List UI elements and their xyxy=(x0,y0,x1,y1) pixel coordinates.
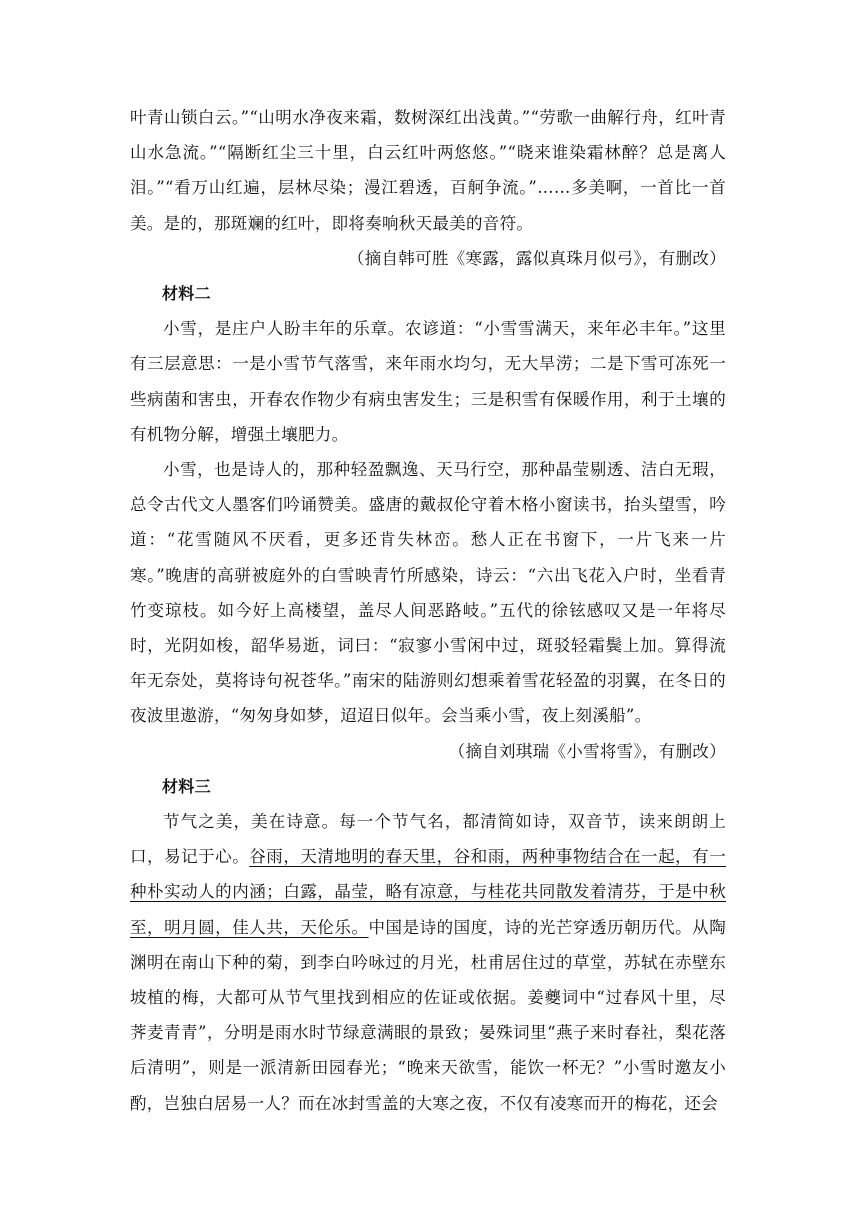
material-two-paragraph-2: 小雪，也是诗人的，那种轻盈飘逸、天马行空，那种晶莹剔透、洁白无瑕，总令古代文人墨客们吟诵赞美。盛唐的戴叔伦守着木格小窗读书，抬头望雪，吟道：“花雪随风不厌看，更多还肯失林峦。愁人正在书窗下，一片飞来一片寒。”晚唐的高骈被庭外的白雪映青竹所感染，诗云：“六出飞花入户时，坐看青竹变琼枝。如今好上高楼望，盖尽人间恶路岐。”五代的徐铉感叹又是一年将尽时，光阴如梭，韶华易逝，词曰：“寂寥小雪闲中过，斑驳轻霜鬓上加。算得流年无奈处，莫将诗句祝苍华。”南宋的陆游则幻想乘着雪花轻盈的羽翼，在冬日的夜波里遨游，“匆匆身如梦，迢迢日似年。会当乘小雪，夜上刻溪船”。 xyxy=(130,460,726,726)
material-two-source: （摘自刘琪瑞《小雪将雪》，有删改） xyxy=(448,741,726,761)
material-one-paragraph: 叶青山锁白云。”“山明水净夜来霜，数树深红出浅黄。”“劳歌一曲解行舟，红叶青山水急流。”“隔断红尘三十里，白云红叶两悠悠。”“晓来谁染霜林醉？总是离人泪。”“看万山红遍，层林尽染；漫江碧透，百舸争流。”……多美啊，一首比一首美。是的，那斑斓的红叶，即将奏响秋天最美的音符。 xyxy=(130,108,726,233)
material-one-source: （摘自韩可胜《寒露，露似真珠月似弓》，有删改） xyxy=(347,248,726,268)
material-three-heading: 材料三 xyxy=(162,776,211,796)
material-three-rest: 中国是诗的国度，诗的光芒穿透历朝历代。从陶渊明在南山下种的菊，到李白吟咏过的月光，杜甫居住过的草堂，苏轼在赤壁东坡植的梅，大都可从节气里找到相应的佐证或依据。姜夔词中“过春风十里，尽荠麦青青”，分明是雨水时节绿意满眼的景致；晏殊词里“燕子来时春社，梨花落后清明”，则是一派清新田园春光；“晚来天欲雪，能饮一杯无？”小雪时邀友小酌，岂独白居易一人？而在冰封雪盖的大寒之夜，不仅有凌寒而开的梅花，还会 xyxy=(130,917,726,1113)
document-body xyxy=(130,100,726,1121)
material-three-intro: 节气之美，美在诗意。每一个节气名，都清简如诗，双音节，读来朗朗上口，易记于心。 xyxy=(130,812,726,867)
material-two-heading: 材料二 xyxy=(162,284,211,304)
material-one xyxy=(130,100,726,276)
material-three-paragraph xyxy=(130,804,726,1121)
material-three xyxy=(130,769,726,1121)
material-two-paragraph-1: 小雪，是庄户人盼丰年的乐章。农谚道：“小雪雪满天，来年必丰年。”这里有三层意思：一是小雪节气落雪，来年雨水均匀，无大旱涝；二是下雪可冻死一些病菌和害虫，开春农作物少有病虫害发生；三是积雪有保暖作用，利于土壤的有机物分解，增强土壤肥力。 xyxy=(130,319,726,444)
material-three-underlined-passage: 谷雨，天清地明的春天里，谷和雨，两种事物结合在一起，有一种朴实动人的内涵；白露，晶莹，略有凉意，与桂花共同散发着清芬，于是中秋至，明月圆，佳人共，天伦乐。 xyxy=(130,847,726,937)
material-two xyxy=(130,276,726,769)
